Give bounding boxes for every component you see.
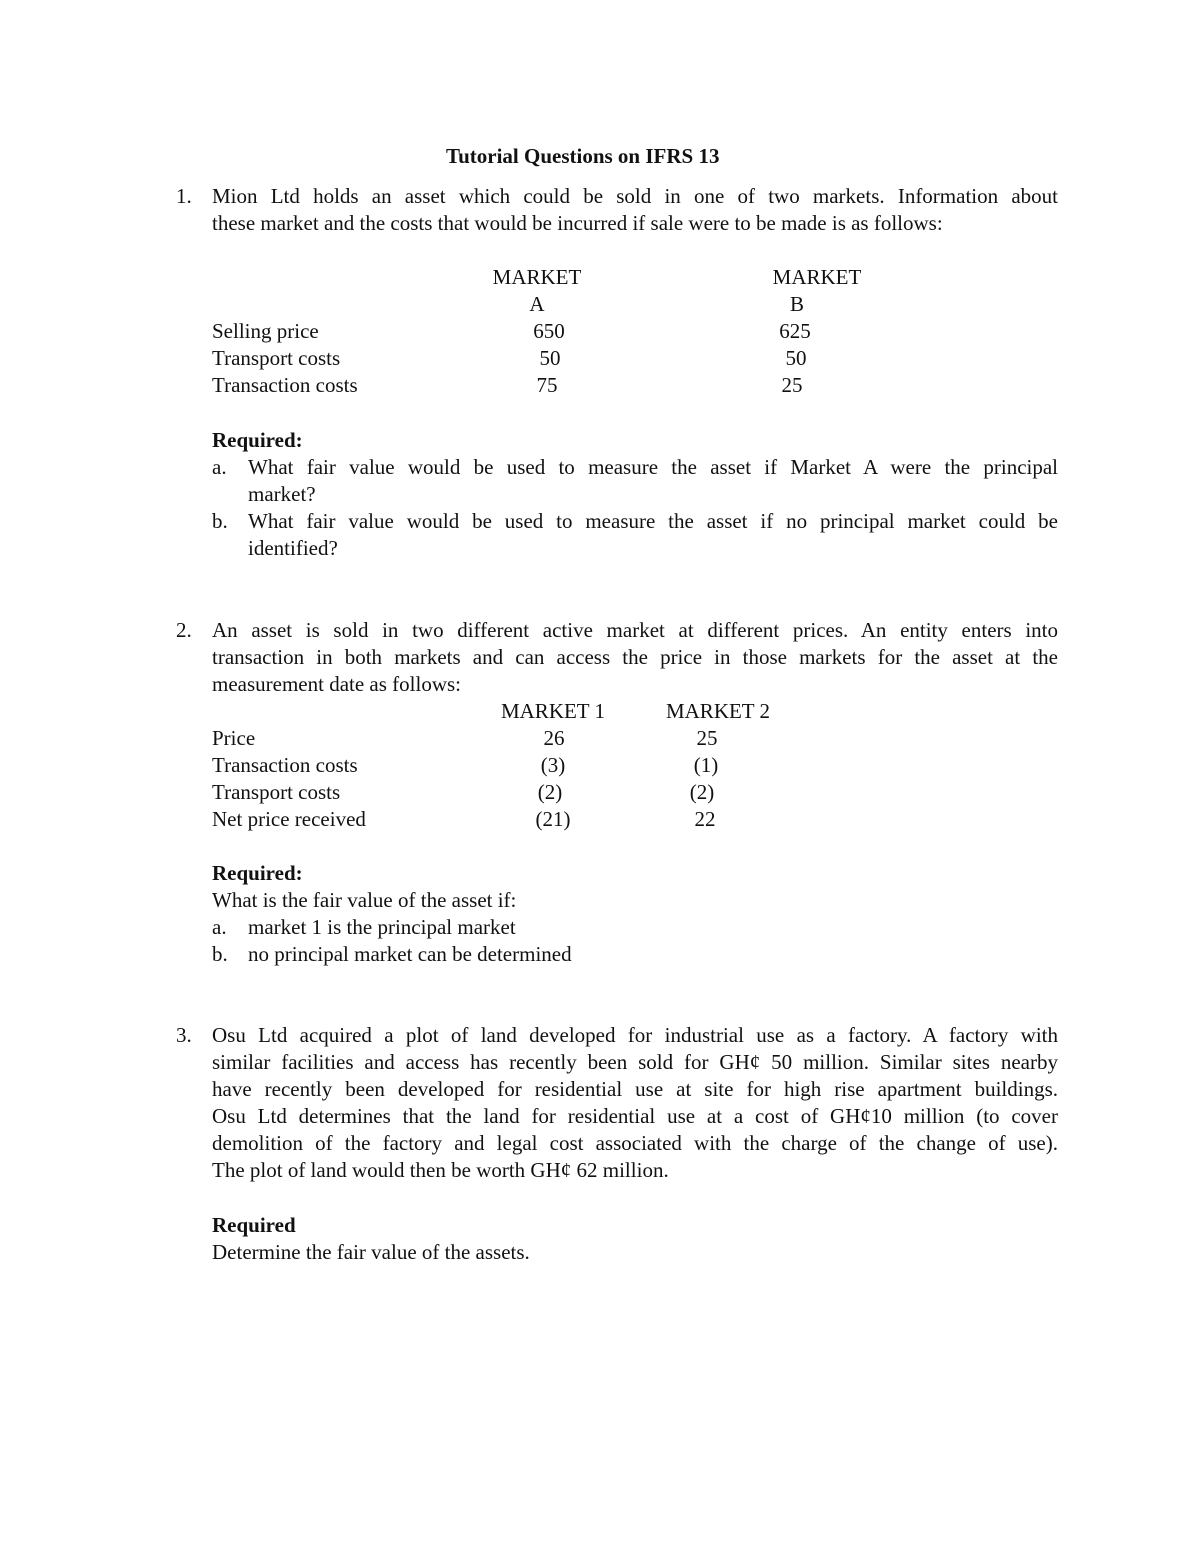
question-number: 2. <box>176 618 192 642</box>
q1-part-b-line-1: What fair value would be used to measure the asset if no principal market could be <box>248 509 1058 533</box>
question-number: 3. <box>176 1023 192 1047</box>
q3-line-5: demolition of the factory and legal cost associated with the charge of the change of use). <box>212 1131 1058 1155</box>
page-title: Tutorial Questions on IFRS 13 <box>446 144 720 168</box>
q2-part-a-letter: a. <box>212 915 227 939</box>
q2-part-b-letter: b. <box>212 942 228 966</box>
q2-row-value-m2: 25 <box>696 726 718 750</box>
q1-row-value-b: 625 <box>779 319 811 343</box>
q2-row-value-m2: (1) <box>693 753 719 777</box>
q2-row-label: Price <box>212 726 256 750</box>
q2-row-value-m1: (21) <box>535 807 571 831</box>
q2-row-value-m1: (3) <box>540 753 566 777</box>
q1-header-b-line1: MARKET <box>772 265 862 289</box>
q1-row-label: Transport costs <box>212 346 341 370</box>
q1-row-label: Transaction costs <box>212 373 358 397</box>
q2-row-label: Transaction costs <box>212 753 358 777</box>
q1-part-a-line-2: market? <box>248 482 316 506</box>
q2-part-a-text: market 1 is the principal market <box>248 915 516 939</box>
q2-intro-line-1: An asset is sold in two different active market at different prices. An entity enters into <box>212 618 1058 642</box>
q3-line-3: have recently been developed for residential use at site for high rise apartment buildings. <box>212 1077 1058 1101</box>
q2-required-label: Required: <box>212 861 303 885</box>
q1-required-label: Required: <box>212 428 303 452</box>
q1-row-value-a: 75 <box>536 373 558 397</box>
q1-header-a-line2: A <box>529 292 545 316</box>
q2-row-label: Transport costs <box>212 780 341 804</box>
q2-header-market-1: MARKET 1 <box>500 699 606 723</box>
q1-header-b-line2: B <box>789 292 804 316</box>
q1-part-a-letter: a. <box>212 455 227 479</box>
q2-intro-line-2: transaction in both markets and can access the price in those markets for the asset at the <box>212 645 1058 669</box>
q1-part-a-line-1: What fair value would be used to measure the asset if Market A were the principal <box>248 455 1058 479</box>
q3-required-label: Required <box>212 1213 296 1237</box>
q2-row-label: Net price received <box>212 807 366 831</box>
q3-line-2: similar facilities and access has recently been sold for GH¢ 50 million. Similar sites nearby <box>212 1050 1058 1074</box>
q1-row-value-b: 25 <box>781 373 803 397</box>
q1-header-a-line1: MARKET <box>492 265 582 289</box>
question-number: 1. <box>176 184 192 208</box>
q1-part-b-letter: b. <box>212 509 228 533</box>
q2-row-value-m1: (2) <box>537 780 563 804</box>
q2-row-value-m1: 26 <box>543 726 565 750</box>
q1-intro-line-1: Mion Ltd holds an asset which could be sold in one of two markets. Information about <box>212 184 1058 208</box>
q2-question: What is the fair value of the asset if: <box>212 888 517 912</box>
q1-row-value-a: 650 <box>533 319 565 343</box>
q3-line-4: Osu Ltd determines that the land for residential use at a cost of GH¢10 million (to cover <box>212 1104 1058 1128</box>
q2-row-value-m2: (2) <box>689 780 715 804</box>
q3-line-6: The plot of land would then be worth GH¢ 62 million. <box>212 1158 669 1182</box>
q3-instruction: Determine the fair value of the assets. <box>212 1240 530 1264</box>
q1-intro-line-2: these market and the costs that would be incurred if sale were to be made is as follows: <box>212 211 943 235</box>
q1-row-value-a: 50 <box>539 346 561 370</box>
q2-intro-line-3: measurement date as follows: <box>212 672 462 696</box>
q2-part-b-text: no principal market can be determined <box>248 942 572 966</box>
q2-header-market-2: MARKET 2 <box>665 699 771 723</box>
q3-line-1: Osu Ltd acquired a plot of land developed for industrial use as a factory. A factory with <box>212 1023 1058 1047</box>
q1-part-b-line-2: identified? <box>248 536 338 560</box>
q1-row-value-b: 50 <box>785 346 807 370</box>
q2-row-value-m2: 22 <box>694 807 716 831</box>
q1-row-label: Selling price <box>212 319 319 343</box>
